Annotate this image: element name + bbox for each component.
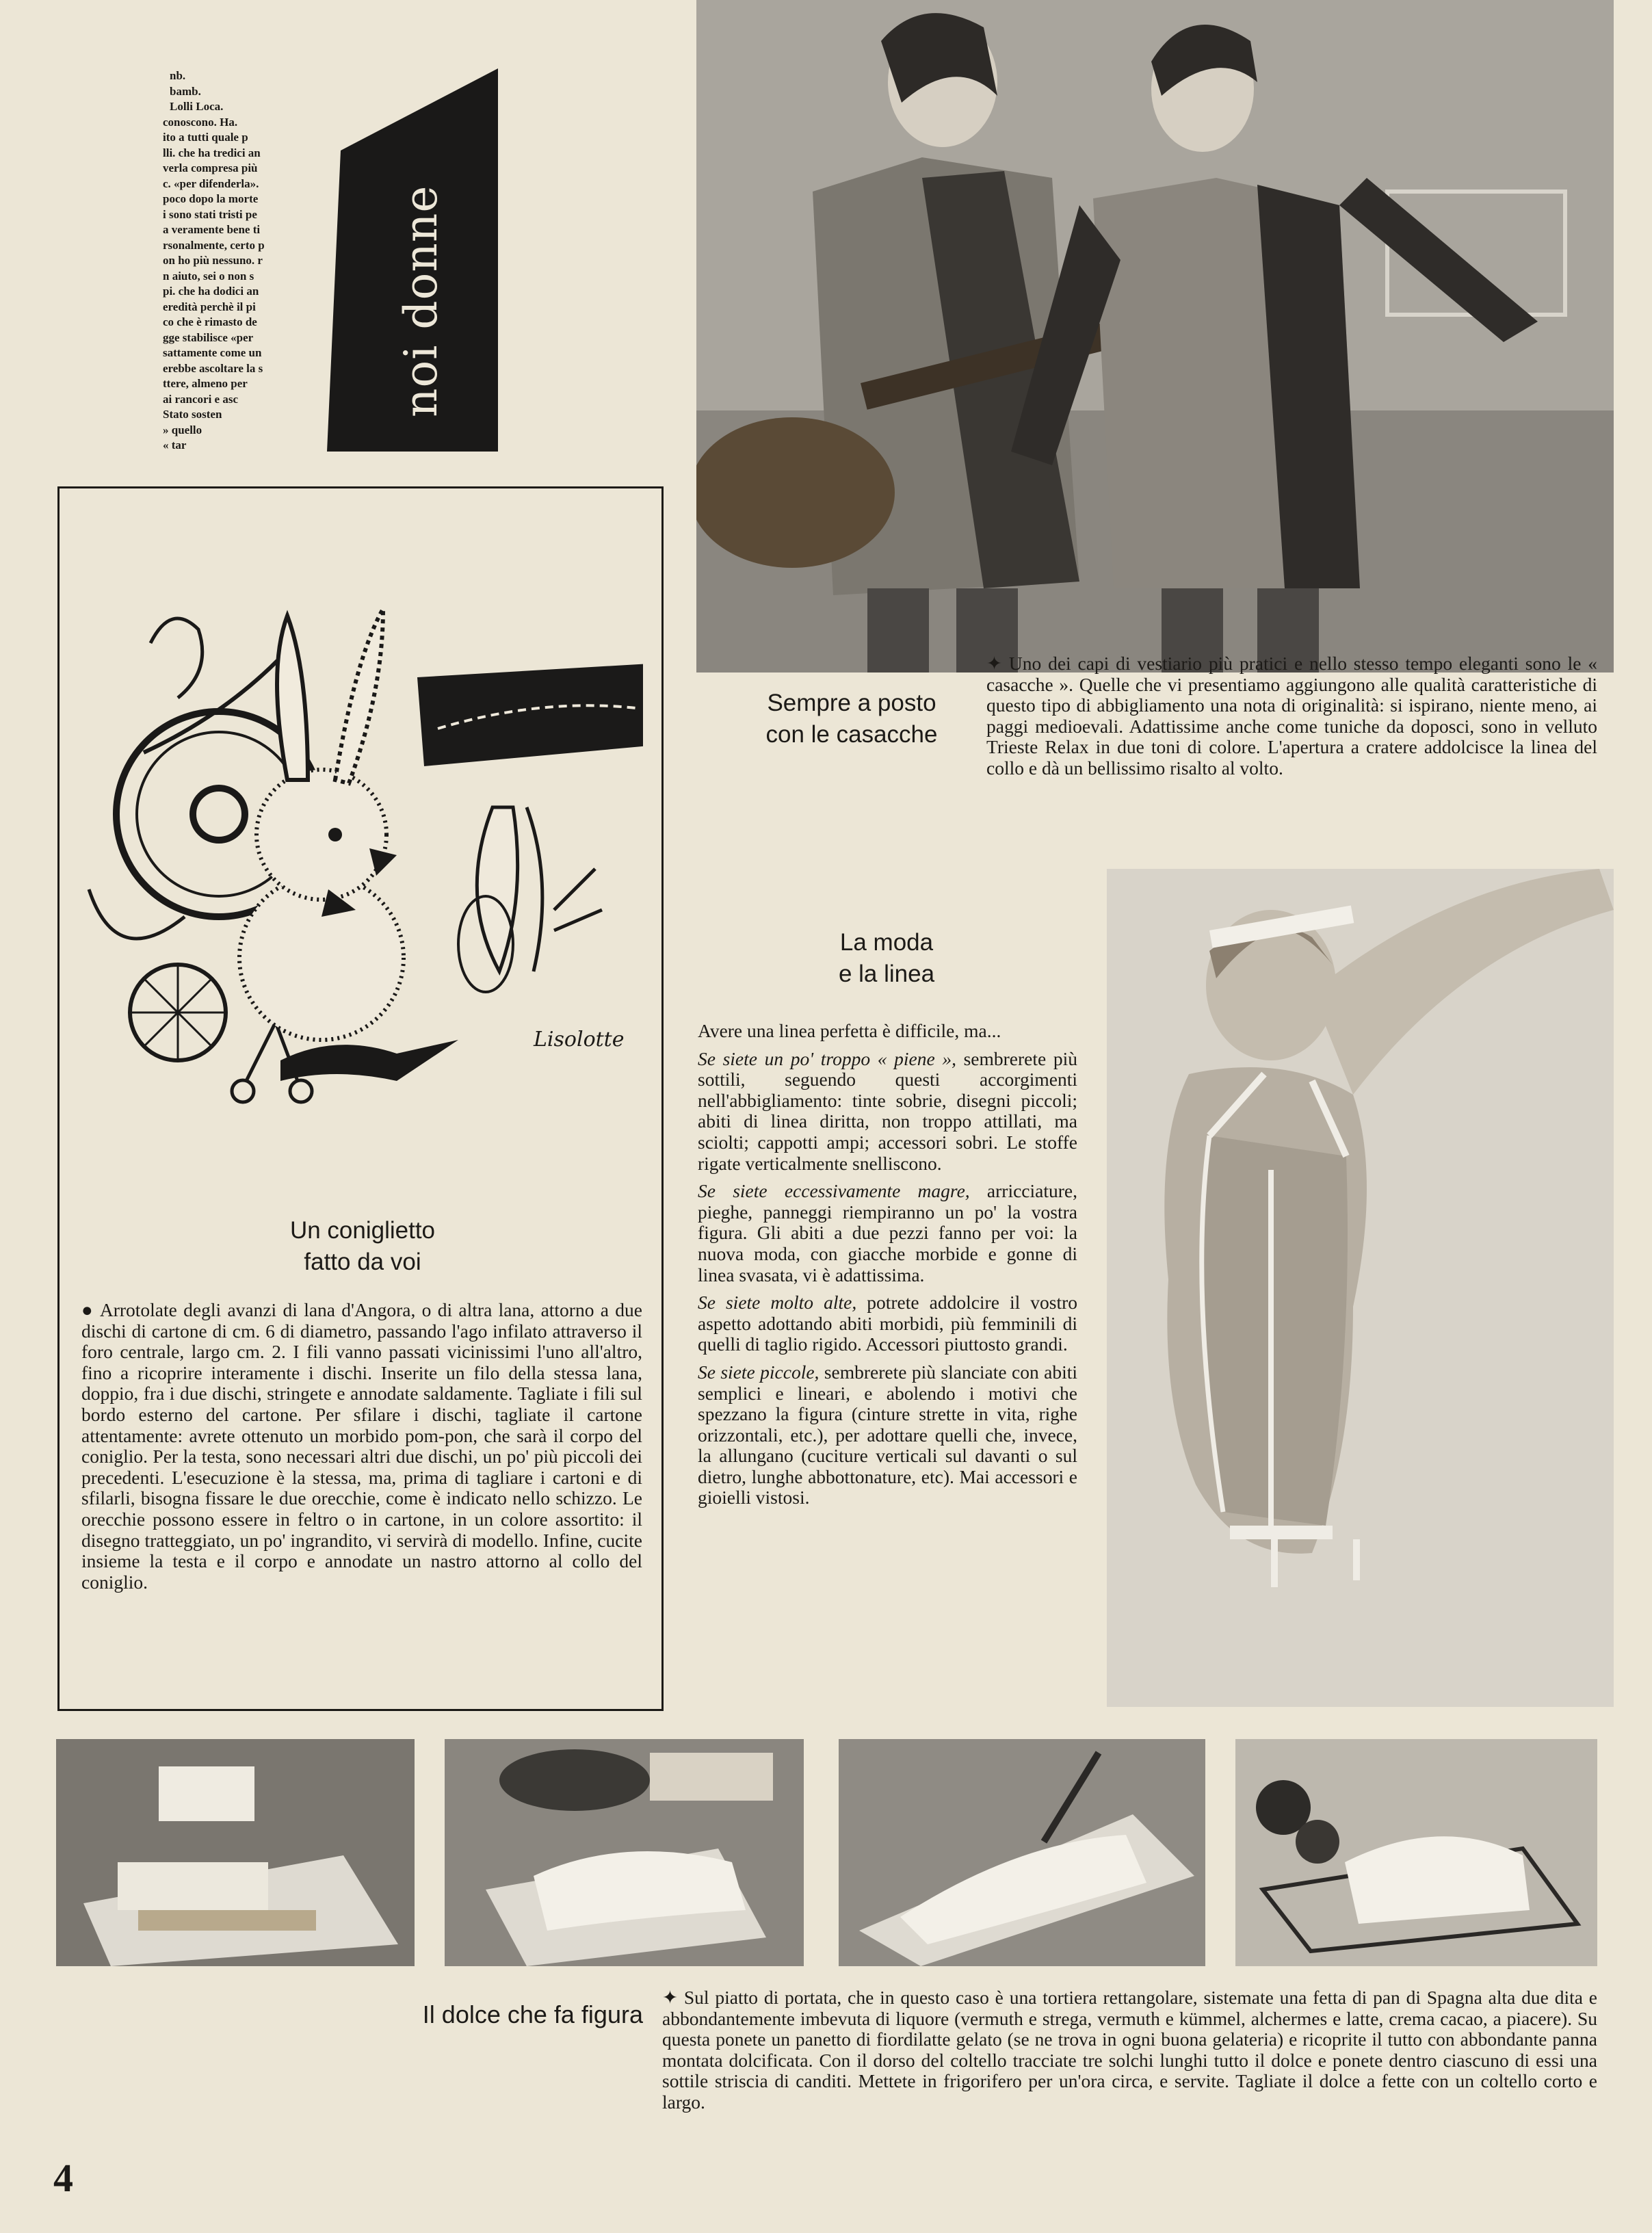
moda-p4-lead: Se siete piccole, (698, 1361, 820, 1383)
dolce-photo-2 (445, 1739, 804, 1966)
moda-p4-rest: sembrerete più slanciate con abiti semplici e lineari, e abolendo i motivi che spezzano la figura (cinture strette in vita, righe orizzontali, etc.), per adottare quelli che, invece, la allungano (cuciture verticali sul davanti o sul dietro, lunghe abbottonature, etc). Mai accessori e gioielli vistosi. (698, 1361, 1077, 1509)
fragment-line: gge stabilisce «per (163, 330, 254, 344)
moda-paragraph-4 (698, 1362, 1077, 1509)
fragment-line: rsonalmente, certo p (163, 238, 265, 252)
fragment-line: poco dopo la morte (163, 192, 259, 205)
fragment-line: verla compresa più (163, 161, 258, 174)
coniglietto-title-line2: fatto da voi (304, 1249, 421, 1275)
fragment-line: on ho più nessuno. r (163, 254, 263, 267)
article-fragment (163, 68, 334, 458)
dolce-step-2-illustration (445, 1739, 804, 1966)
fragment-line: lli. che ha tredici an (163, 146, 261, 159)
dolce-photo-4 (1235, 1739, 1597, 1966)
fragment-line: conoscono. Ha. (163, 115, 238, 129)
casacche-title-line2: con le casacche (765, 721, 938, 748)
fragment-line: c. «per difenderla». (163, 177, 259, 190)
moda-p1-rest: sembrerete più sottili, seguendo questi accorgimenti nell'abbigliamento: tinte sobrie, disegni piccoli; abiti di linea diritta, non troppo attillati, ma sciolti; cappotti ampi; accessori sobri. Le stoffe rigate verticalmente snelliscono. (698, 1047, 1077, 1174)
casacche-title (733, 688, 970, 750)
dolce-title: Il dolce che fa figura (422, 2000, 643, 2028)
moda-paragraph-1 (698, 1049, 1077, 1175)
column-tag (327, 68, 510, 452)
moda-p2-rest: arricciature, pieghe, panneggi riempiranno un po' la vostra figura. Gli abiti a due pezzi fanno per voi: la nuova moda, con giacche morbide e gonne di linea svasata, vi è adattissima. (698, 1180, 1077, 1285)
fragment-line: i sono stati tristi pe (163, 207, 257, 221)
moda-title (784, 927, 989, 990)
fragment-line: co che è rimasto de (163, 315, 257, 328)
fragment-line: pi. che ha dodici an (163, 285, 259, 298)
moda-p3-lead: Se siete molto alte, (698, 1292, 857, 1314)
fragment-line: eredità perchè il pi (163, 300, 256, 313)
fragment-lines (163, 68, 334, 454)
fragment-line: Lolli Loca. (170, 100, 224, 113)
fragment-line: » quello (163, 423, 202, 436)
fragment-line: erebbe ascoltare la s (163, 361, 263, 375)
casacche-photo (696, 0, 1614, 672)
corset-photo (1107, 869, 1614, 1707)
illustration-signature: Lisolotte (534, 1028, 625, 1052)
dolce-step-3-illustration (839, 1739, 1205, 1966)
column-tag-label: noi donne (395, 185, 447, 417)
moda-title-line2: e la linea (838, 961, 935, 987)
fragment-line: ttere, almeno per (163, 377, 248, 390)
fragment-line: nb. (170, 69, 186, 82)
moda-p1-lead: Se siete un po' troppo « piene », (698, 1047, 956, 1069)
dolce-photo-1 (56, 1739, 415, 1966)
page-number: 4 (53, 2156, 73, 2200)
moda-text (698, 1021, 1077, 1515)
coniglietto-title (198, 1215, 527, 1278)
fragment-line: n aiuto, sei o non s (163, 269, 254, 283)
fragment-line: « tar (163, 439, 187, 452)
fragment-line: Stato sosten (163, 408, 222, 421)
fragment-line: ito a tutti quale p (163, 131, 248, 144)
corset-illustration (1107, 869, 1614, 1707)
coniglietto-title-line1: Un coniglietto (289, 1217, 436, 1244)
fragment-line: ai rancori e asc (163, 392, 238, 406)
dolce-photo-3 (839, 1739, 1205, 1966)
casacche-title-line1: Sempre a posto (767, 690, 936, 716)
dolce-text: ✦ Sul piatto di portata, che in questo caso è una tortiera rettangolare, sistemate una fetta di pan di Spagna alta due dita e abbondantemente imbevuta di liquore (vermuth e strega, vermuth e kümmel, alchermes e latte, crema cacao, a piacere). Su questa ponete un panetto di fiordilatte gelato (se ne trova in ogni buona gelateria) e ricoprite il tutto con abbondante panna montata dolcificata. Con il dorso del coltello tracciate tre solchi lunghi tutto il dolce e ponete dentro ciascuno di essi una sottile striscia di canditi. Mettete in frigorifero per un'ora circa, e servite. Tagliate il dolce a fette con un coltello corto e largo. (662, 1987, 1597, 2113)
moda-title-line1: La moda (839, 929, 934, 956)
casacche-text: ✦ Uno dei capi di vestiario più pratici e nello stesso tempo eleganti sono le « casacche ». Quelle che vi presentiamo aggiungono alle qualità caratteristiche di questo tipo di abbigliamento una nota di originalità: si ispirano, niente meno, ai paggi medioevali. Adattissime anche come tuniche da doposci, sono in velluto Trieste Relax in due toni di colore. L'apertura a cratere addolcisce la linea del collo e dà un bellissimo risalto al volto. (986, 653, 1597, 779)
fragment-line: bamb. (170, 84, 201, 98)
casacche-illustration (696, 0, 1614, 672)
fragment-line: a veramente bene ti (163, 223, 261, 236)
moda-paragraph-3 (698, 1292, 1077, 1355)
moda-p2-lead: Se siete eccessivamente magre, (698, 1180, 970, 1202)
dolce-step-1-illustration (56, 1739, 415, 1966)
coniglietto-text: ● Arrotolate degli avanzi di lana d'Angora, o di altra lana, attorno a due dischi di cartone di cm. 6 di diametro, passando l'ago infilato attraverso il foro centrale, largo cm. 2. I fili vanno passati vicinissimi l'uno all'altro, fino a ricoprire interamente i dischi. Inserite un filo della stessa lana, doppio, fra i due dischi, stringete e annodate saldamente. Tagliate i fili sul bordo esterno del cartone. Per sfilare i dischi, tagliate il cartone attentamente: avrete ottenuto un morbido pom-pon, che sarà il corpo del coniglio. Per la testa, sono necessari altri due dischi, un po' più piccoli dei precedenti. L'esecuzione è la stessa, ma, prima di tagliare i cartoni e di sfilarli, bisogna fissare le due orecchie, come è indicato nello schizzo. Le orecchie possono essere in feltro o in cartone, in un colore assortito: il disegno tratteggiato, un po' ingrandito, vi servirà di modello. Infine, cucite insieme la testa e il corpo e annodate un nastro attorno al collo del coniglio. (81, 1299, 642, 1593)
fragment-line: sattamente come un (163, 346, 262, 359)
moda-paragraph-2 (698, 1181, 1077, 1285)
moda-p3-rest: potrete addolcire il vostro aspetto adottando abiti morbidi, più femminili di quelli di taglio rigido. Accessori piuttosto grandi. (698, 1292, 1078, 1355)
dolce-step-4-illustration (1235, 1739, 1597, 1966)
moda-intro: Avere una linea perfetta è difficile, ma... (698, 1020, 1001, 1041)
